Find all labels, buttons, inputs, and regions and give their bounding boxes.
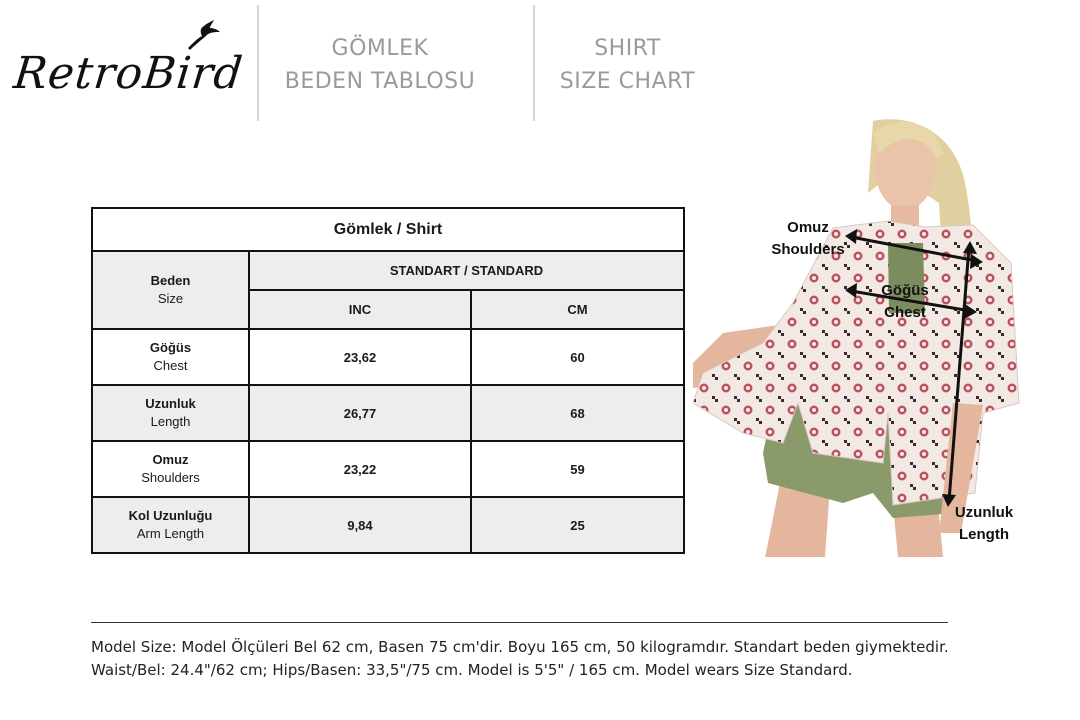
- row-label: [92, 497, 249, 553]
- value-inc: 23,62: [249, 329, 471, 385]
- title-en-line2: SIZE CHART: [559, 69, 696, 94]
- value-cm: 59: [471, 441, 684, 497]
- title-tr-line1: GÖMLEK: [331, 36, 429, 61]
- row-label-en: Length: [150, 414, 191, 429]
- chest-label-tr: Göğüs: [881, 282, 929, 299]
- size-header-tr: Beden: [150, 273, 191, 288]
- bird-icon: [186, 18, 222, 52]
- size-header-en: Size: [157, 291, 184, 306]
- unit-header-inc: INC: [249, 290, 471, 329]
- row-label: [92, 441, 249, 497]
- table-header-row: [92, 251, 684, 290]
- model-note-line1: Model Size: Model Ölçüleri Bel 62 cm, Basen 75 cm'dir. Boyu 165 cm, 50 kilogramdır. Standart beden giymektedir.: [91, 638, 949, 656]
- length-label-tr: Uzunluk: [954, 504, 1014, 521]
- chest-label-en: Chest: [884, 304, 926, 321]
- value-inc: 23,22: [249, 441, 471, 497]
- chest-annotation: [865, 280, 945, 324]
- unit-header-cm: CM: [471, 290, 684, 329]
- standard-header: STANDART / STANDARD: [249, 251, 684, 290]
- row-label-en: Chest: [153, 358, 188, 373]
- row-label-en: Arm Length: [136, 526, 205, 541]
- value-cm: 60: [471, 329, 684, 385]
- footer-divider: [91, 622, 948, 623]
- shoulders-label-en: Shoulders: [771, 241, 845, 258]
- table-row: [92, 385, 684, 441]
- table-row: [92, 497, 684, 553]
- row-label-tr: Kol Uzunluğu: [128, 508, 213, 523]
- row-label-tr: Uzunluk: [145, 396, 196, 411]
- value-inc: 26,77: [249, 385, 471, 441]
- table-title: Gömlek / Shirt: [92, 208, 684, 251]
- logo-wordmark: RetroBird: [11, 48, 246, 99]
- title-tr-line2: BEDEN TABLOSU: [284, 69, 476, 94]
- model-illustration: [693, 113, 1023, 557]
- shoulders-label-tr: Omuz: [787, 219, 829, 236]
- length-label-en: Length: [959, 526, 1009, 543]
- model-photo: [693, 113, 1023, 557]
- shoulders-annotation: [763, 217, 853, 261]
- size-header-cell: [92, 251, 249, 329]
- table-title-row: [92, 208, 684, 251]
- row-label-tr: Göğüs: [149, 340, 192, 355]
- value-cm: 25: [471, 497, 684, 553]
- model-size-note: [91, 636, 991, 682]
- title-english: [545, 32, 710, 98]
- row-label: [92, 385, 249, 441]
- brand-logo: [11, 8, 246, 108]
- table-row: [92, 441, 684, 497]
- value-cm: 68: [471, 385, 684, 441]
- size-chart-table: [91, 207, 685, 554]
- row-label-tr: Omuz: [152, 452, 189, 467]
- value-inc: 9,84: [249, 497, 471, 553]
- length-annotation: [945, 502, 1023, 546]
- table-row: [92, 329, 684, 385]
- row-label-en: Shoulders: [141, 470, 200, 485]
- model-note-line2: Waist/Bel: 24.4"/62 cm; Hips/Basen: 33,5"/75 cm. Model is 5'5" / 165 cm. Model wears Size Standard.: [91, 661, 853, 679]
- title-turkish: [270, 32, 490, 98]
- title-en-line1: SHIRT: [594, 36, 661, 61]
- header-divider: [257, 5, 259, 121]
- row-label: [92, 329, 249, 385]
- header-divider: [533, 5, 535, 121]
